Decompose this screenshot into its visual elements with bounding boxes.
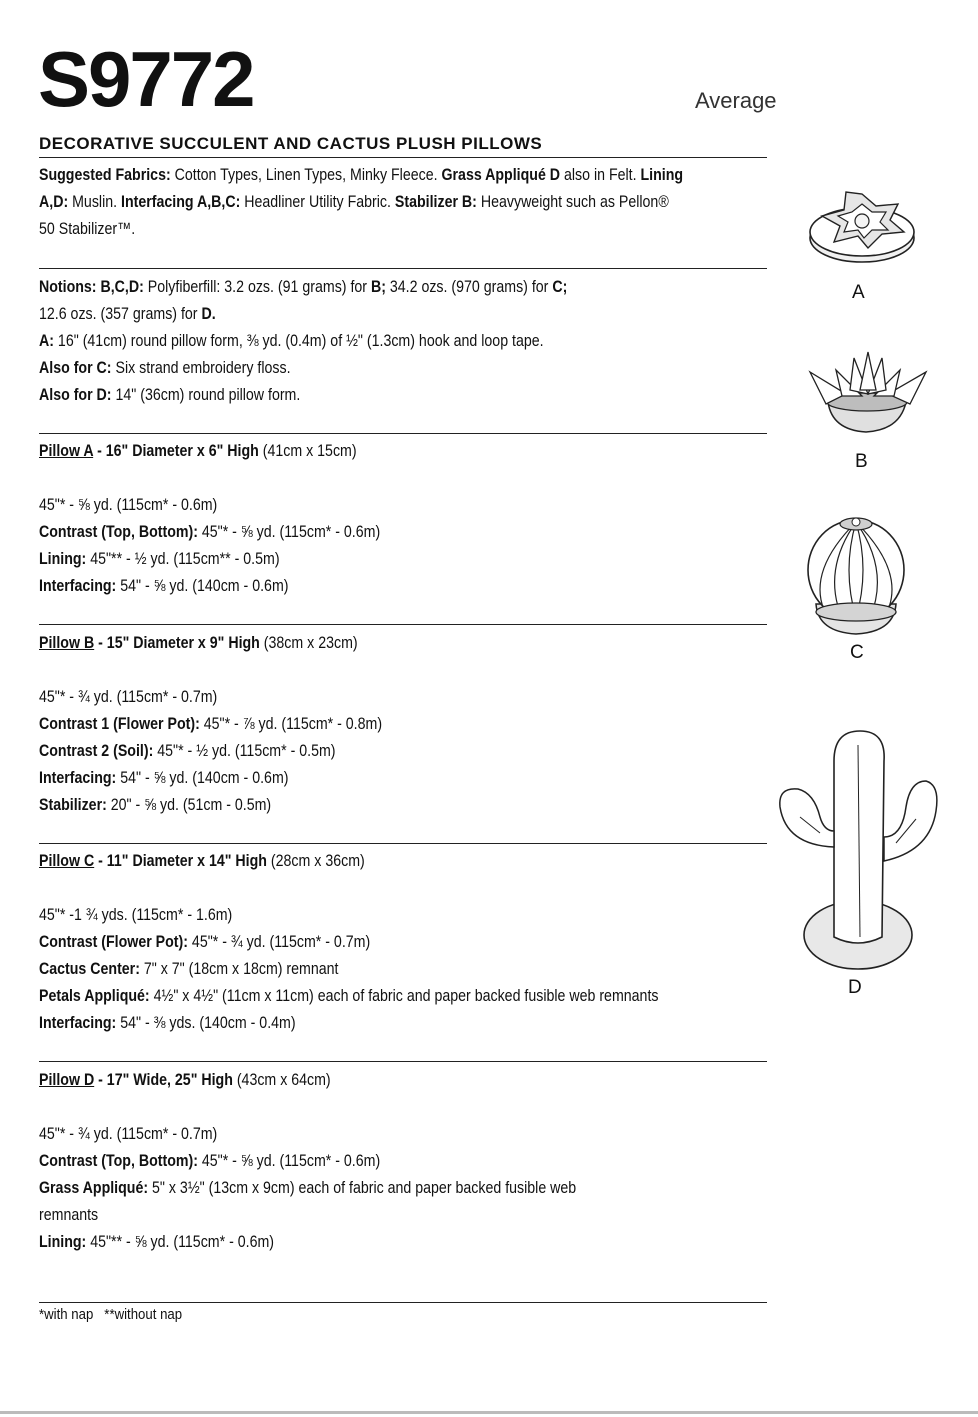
view-label-a: A (852, 282, 865, 303)
pillow-c-section: Pillow C - 11" Diameter x 14" High (28cm x 36cm) 45"* -1 ¾ yds. (115cm* - 1.6m) Contrast (Flower Pot): 45"* - ¾ yd. (115cm* - 0.7m) Cactus Center: 7" x 7" (18cm x 18cm) remnant Petals Appliqué: 4½" x 4½" (11cm x 11cm) each of fabric and paper backed fusible web remnants Interfacing: 54" - ⅜ yds. (140cm - 0.4m) (39, 852, 659, 1032)
view-a-illustration (806, 176, 918, 268)
divider (39, 1061, 767, 1062)
footnote: *with nap **without nap (39, 1306, 183, 1323)
divider (39, 433, 767, 434)
view-d-illustration (776, 727, 940, 973)
pillow-a-section: Pillow A - 16" Diameter x 6" High (41cm x 15cm) 45"* - ⅝ yd. (115cm* - 0.6m) Contrast (Top, Bottom): 45"* - ⅝ yd. (115cm* - 0.6m) Lining: 45"** - ½ yd. (115cm** - 0.5m) Interfacing: 54" - ⅝ yd. (140cm - 0.6m) (39, 442, 381, 595)
view-b-illustration (806, 350, 930, 436)
divider (39, 268, 767, 269)
pattern-title: DECORATIVE SUCCULENT AND CACTUS PLUSH PILLOWS (39, 134, 543, 153)
divider (39, 843, 767, 844)
divider (39, 1302, 767, 1303)
view-label-c: C (850, 642, 864, 663)
difficulty-level: Average (695, 88, 777, 113)
suggested-fabrics: Suggested Fabrics: Cotton Types, Linen Types, Minky Fleece. Grass Appliqué D also in Felt. Lining A,D: Muslin. Interfacing A,B,C: Headliner Utility Fabric. Stabilizer B: Heavyweight such as Pellon® 50 Stabilizer™. (39, 166, 684, 238)
view-label-b: B (855, 451, 868, 472)
pillow-b-section: Pillow B - 15" Diameter x 9" High (38cm x 23cm) 45"* - ¾ yd. (115cm* - 0.7m) Contrast 1 (Flower Pot): 45"* - ⅞ yd. (115cm* - 0.8m) Contrast 2 (Soil): 45"* - ½ yd. (115cm* - 0.5m) Interfacing: 54" - ⅝ yd. (140cm - 0.6m) Stabilizer: 20" - ⅝ yd. (51cm - 0.5m) (39, 634, 383, 814)
view-c-illustration (802, 512, 910, 636)
pillow-d-section: Pillow D - 17" Wide, 25" High (43cm x 64cm) 45"* - ¾ yd. (115cm* - 0.7m) Contrast (Top, Bottom): 45"* - ⅝ yd. (115cm* - 0.6m) Grass Appliqué: 5" x 3½" (13cm x 9cm) each of fabric and paper backed fusible web remnants Lining: 45"** - ⅝ yd. (115cm* - 0.6m) (39, 1071, 577, 1251)
divider (39, 157, 767, 158)
page-edge (0, 1411, 978, 1414)
notions: Notions: B,C,D: Polyfiberfill: 3.2 ozs. (91 grams) for B; 34.2 ozs. (970 grams) for C; 12.6 ozs. (357 grams) for D. A: 16" (41cm) round pillow form, ⅜ yd. (0.4m) of ½" (1.3cm) hook and loop tape. Also for C: Six strand embroidery floss. Also for D: 14" (36cm) round pillow form. (39, 278, 568, 404)
view-label-d: D (848, 977, 862, 998)
pattern-number: S9772 (38, 35, 254, 123)
divider (39, 624, 767, 625)
